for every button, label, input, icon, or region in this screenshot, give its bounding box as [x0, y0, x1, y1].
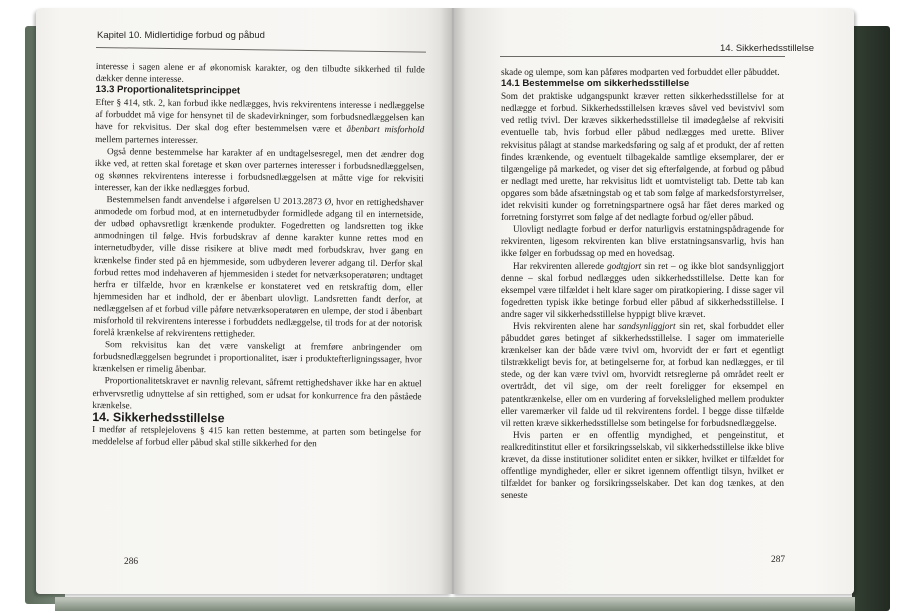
section-14-1-heading: 14.1 Bestemmelse om sikkerhedsstillelse — [501, 78, 690, 90]
section-13-3-paragraph-3: Bestemmelsen fandt anvendelse i afgørelsen U 2013.2873 Ø, hvor en rettighedshaver anmodede om forbud mod, at en internetudbyder formidlede adgang til en internetside, der udbød ophavsretligt krænkende produkter. Fogedretten og landsretten tog ikke anmodningen til følge. Hvis forbudskrav af denne karakter kunne rettes mod en internetudbyder, ville disse risikere at blive mødt med forbudskrav, hver gang en krænkelse finder sted på en hjemmeside, som udbyderen leverer adgang til. Derfor skal forbud rettes mod indehaveren af hjemmesiden i stedet for netværksoperatøren; undtaget herfra er tilfælde, hvor en krænkelse er konstateret ved en retskraftig dom, eller hjemmesiden har et indhold, der er åbenbart ulovligt. Landsretten fandt derfor, at nedlæggelsen af et forbud ville påføre netværksoperatøren en ulempe, der stod i åbenbart misforhold til rekvirentens interesse i forbuddets nedlæggelse, til trods for at der notorisk forelå krænkelse af rekvirentens rettigheder. — [93, 194, 424, 339]
section-13-3-paragraph-2: Også denne bestemmelse har karakter af en undtagelsesregel, men det ændrer dog ikke ved, at retten skal foretage et skøn over parternes interesser i forbudsnedlæggelsen, og skønnes rekvirentens interesse i forbudsnedlæggelsen at måtte vige for rekvisiti interesser, kan der ikke nedlægges forbud. — [94, 145, 425, 194]
section-14-1-paragraph-3: Har rekvirenten allerede godtgjort sin ret – og ikke blot sandsynliggjort denne – skal forbud nedlægges uden sikkerhedsstillelse. Dette kan for eksempel være tilfældet i helt klare sager om piratkopiering. I disse sager vil fogedretten typisk ikke betinge forbud eller påbud af sikkerhedsstillelse. I andre sager vil sikkerhedsstillelse hyppigt blive krævet. — [501, 260, 784, 319]
section-14-1-paragraph-2: Ulovligt nedlagte forbud er derfor naturligvis erstatningspådragende for rekvirenten, ligesom rekvirenten kan blive erstatningsansvarlig, hvis han ikke følger en forbudssag op med en hovedsag. — [501, 224, 784, 259]
book-cover-right-edge — [852, 26, 890, 611]
section-14-1-paragraph-1: Som det praktiske udgangspunkt kræver retten sikkerhedsstillelse for at nedlægge et forbud. Sikkerhedsstillelsen kræves såvel ved bevistvivl som ved retlig tvivl. Der kræves sikkerhedsstillelse til imødegåelse af rekvisiti eventuelle tab, hvis forbud eller påbud nedlægges med urette. Bliver rekvisitus pålagt at standse markedsføring og salg af et produkt, der af retten findes krænkende, og eventuelt tilbagekalde samtlige eksemplarer, der er tilgængelige på markedet, og viser det sig efterfølgende, at forbud og påbud er nedlagt med urette, har rekvisitus lidt et uomtvisteligt tab. Dette tab kan opgøres som både afsætningstab og et tab som følge af markedsforstyrrelser, idet rekvisiti kunder og forretningspartnere også har fået deres marked og forretning forstyrret som følge af det nedlagte forbud og/eller påbud. — [501, 91, 784, 223]
left-continuation-paragraph: interesse i sagen alene er af økonomisk karakter, og den tilbudte sikkerhed til fulde dækker denne interesse. — [95, 60, 425, 85]
book-cover-bottom-edge — [55, 597, 855, 611]
right-continuation-paragraph: skade og ulempe, som kan påføres modparten ved forbuddet eller påbuddet. — [501, 67, 780, 77]
section-13-3-paragraph-1: Efter § 414, stk. 2, kan forbud ikke nedlægges, hvis rekvirentens interesse i nedlæggelse af forbuddet må vige for hensynet til de skadevirkninger, som forbudsnedlæggelsen kan have for rekvisitus. Der skal dog efter bestemmelsen være et åbenbart misforhold mellem parternes interesser. — [95, 97, 425, 145]
section-14-heading: 14. Sikkerhedsstillelse — [92, 409, 225, 426]
right-page-text — [501, 66, 784, 501]
left-page-number: 286 — [124, 557, 139, 567]
section-13-3-paragraph-4: Som rekvisitus kan det være vanskeligt at fremføre anbringender om forbudsnedlæggelsen begrundet i proportionalitet, især i produktefterligningssager, hvor krænkelsen er rimelig åbenbar. — [92, 339, 423, 375]
left-page-text — [92, 60, 425, 450]
section-14-paragraph-1: I medfør af retsplejelovens § 415 kan retten bestemme, at parten som betingelse for meddelelse af forbud eller påbud skal stille sikkerhed for den — [91, 423, 422, 449]
section-13-3-paragraph-5: Proportionalitetskravet er navnlig relevant, såfremt rettighedshaver ikke har en aktuel erhvervsretlig udnyttelse af sin rettighed, som er udsat for konkurrence fra den påståede krænkelse. — [92, 375, 422, 411]
right-running-head: 14. Sikkerhedsstillelse — [720, 43, 814, 54]
section-13-3-heading: 13.3 Proportionalitetsprincippet — [95, 84, 241, 97]
left-running-head: Kapitel 10. Midlertidige forbud og påbud — [97, 30, 265, 41]
right-page-number: 287 — [771, 555, 786, 565]
section-14-1-paragraph-5: Hvis parten er en offentlig myndighed, et pengeinstitut, et realkreditinstitut eller et forsikringsselskab, vil sikkerhedsstillelse ikke blive krævet, da disse institutioner soliditet enten er sikker, hvilket er tilfældet for offentlige myndigheder, eller er sikret igennem offentligt tilsyn, hvilket er tilfældet for banker og forsikringsselskaber. Det kan dog tænkes, at den seneste — [501, 429, 784, 501]
section-14-1-paragraph-4: Hvis rekvirenten alene har sandsynliggjort sin ret, skal forbuddet eller påbuddet gøres betinget af sikkerhedsstillelse. I sager om immaterielle krænkelser kan der både være tvivl om, hvorvidt der er ført et egentligt tilstrækkeligt bevis for, at betingelserne for, at forbud kan nedlægges, er til stede, og der kan være tvivl om, hvorvidt retsreglerne på området reelt er overtrådt, det vil sige, om der reelt foreligger for eksempel en patentkrænkelse, eller om en vurdering af forvekslelighed mellem produkter eller varemærker vil falde ud til rekvirentens fordel. I begge disse tilfælde vil retten kræve sikkerhedsstillelse som betingelse for forbudsnedlæggelse. — [501, 320, 784, 428]
right-header-rule — [500, 56, 785, 57]
